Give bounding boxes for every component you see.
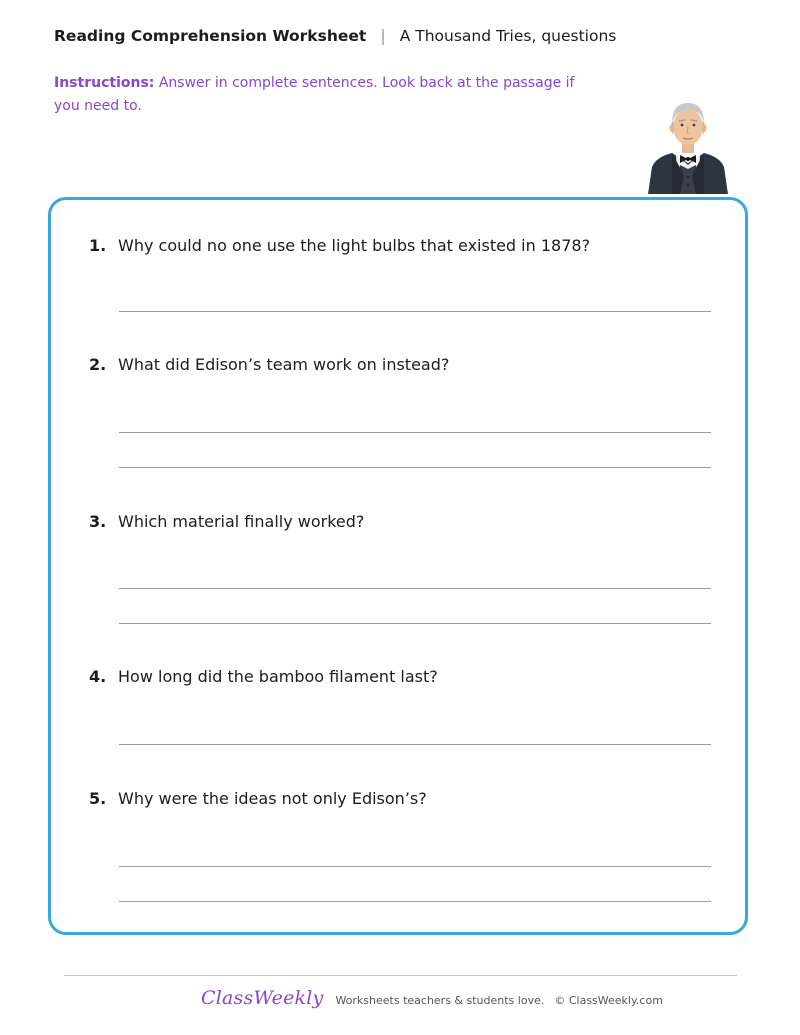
portrait-illustration bbox=[642, 93, 734, 194]
instructions-label: Instructions: bbox=[54, 75, 155, 91]
question-text: How long did the bamboo filament last? bbox=[118, 667, 438, 686]
footer bbox=[201, 987, 663, 1009]
question-3 bbox=[89, 512, 364, 531]
question-1 bbox=[89, 236, 590, 255]
worksheet-subtitle: A Thousand Tries, questions bbox=[399, 26, 617, 45]
answer-line[interactable] bbox=[119, 901, 711, 902]
answer-line[interactable] bbox=[119, 866, 711, 867]
question-text: What did Edison’s team work on instead? bbox=[118, 355, 450, 374]
footer-copyright: © ClassWeekly.com bbox=[554, 994, 663, 1007]
question-number: 1. bbox=[89, 236, 107, 255]
answer-line[interactable] bbox=[119, 311, 711, 312]
answer-line[interactable] bbox=[119, 588, 711, 589]
worksheet-header bbox=[54, 26, 616, 45]
question-number: 3. bbox=[89, 512, 107, 531]
footer-divider bbox=[64, 975, 737, 976]
instructions bbox=[54, 72, 594, 118]
answer-line[interactable] bbox=[119, 744, 711, 745]
answer-line[interactable] bbox=[119, 432, 711, 433]
question-5 bbox=[89, 789, 427, 808]
question-text: Why could no one use the light bulbs that existed in 1878? bbox=[118, 236, 591, 255]
instructions-text: Answer in complete sentences. Look back at the passage if you need to. bbox=[54, 75, 575, 114]
answer-line[interactable] bbox=[119, 467, 711, 468]
question-number: 4. bbox=[89, 667, 107, 686]
questions-card bbox=[48, 197, 748, 935]
question-4 bbox=[89, 667, 438, 686]
answer-line[interactable] bbox=[119, 623, 711, 624]
brand-logo[interactable]: ClassWeekly bbox=[201, 987, 324, 1009]
header-separator: | bbox=[380, 26, 386, 45]
question-number: 5. bbox=[89, 789, 107, 808]
question-text: Why were the ideas not only Edison’s? bbox=[118, 789, 427, 808]
footer-tagline: Worksheets teachers & students love. bbox=[335, 994, 545, 1007]
worksheet-title: Reading Comprehension Worksheet bbox=[54, 26, 367, 45]
question-number: 2. bbox=[89, 355, 107, 374]
question-2 bbox=[89, 355, 449, 374]
question-text: Which material finally worked? bbox=[118, 512, 365, 531]
